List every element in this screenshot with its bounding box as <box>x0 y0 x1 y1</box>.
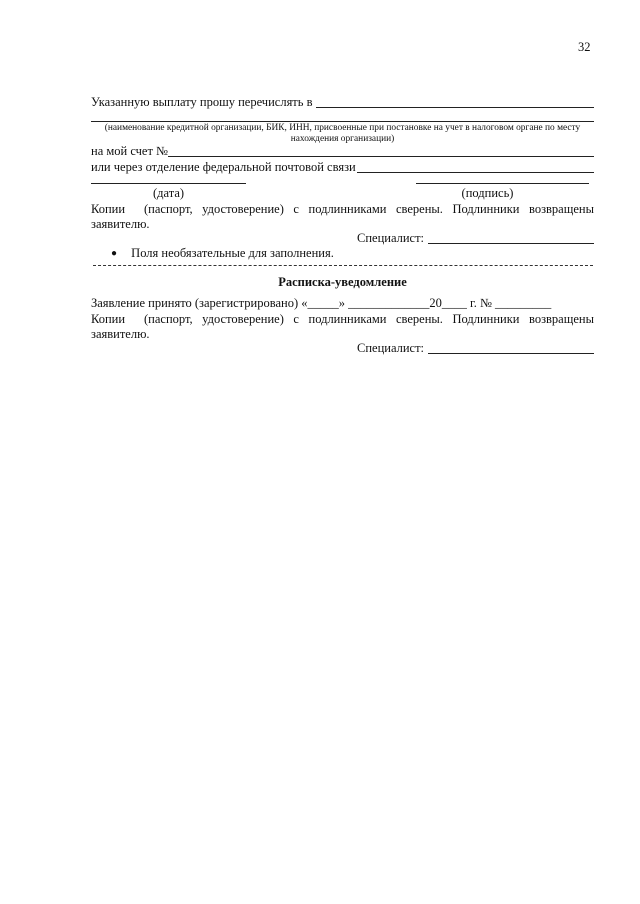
post-office-field[interactable] <box>357 172 594 173</box>
bullet-icon: ● <box>111 248 118 259</box>
copies-tail: заявителю. <box>91 217 150 231</box>
copies-statement-receipt <box>91 312 594 327</box>
copies-statement <box>91 202 594 217</box>
bank-field-note: (наименование кредитной организации, БИК, ИНН, присвоенные при постановке на учет в налоговом органе по месту нахождения организации) <box>104 123 581 144</box>
copies-word: Копии <box>91 202 126 216</box>
receipt-title: Расписка-уведомление <box>278 275 407 289</box>
copies-rest: (паспорт, удостоверение) с подлинниками сверены. Подлинники возвращены <box>144 202 594 216</box>
account-number-field[interactable] <box>168 156 594 157</box>
date-label: (дата) <box>152 186 185 200</box>
receipt-accepted: Заявление принято (зарегистрировано) «_____» _____________20____ г. № _________ <box>91 296 552 310</box>
optional-note-item <box>111 246 334 262</box>
separator-line <box>93 265 593 266</box>
page-number: 32 <box>578 40 591 54</box>
post-office-label: или через отделение федеральной почтовой связи <box>91 160 356 174</box>
copies-rest-receipt: (паспорт, удостоверение) с подлинниками сверены. Подлинники возвращены <box>144 312 594 326</box>
specialist-field-receipt[interactable] <box>428 353 594 354</box>
account-label: на мой счет № <box>91 144 168 158</box>
optional-note: Поля необязательные для заполнения. <box>131 246 334 260</box>
copies-tail-receipt: заявителю. <box>91 327 150 341</box>
bank-details-field[interactable] <box>91 121 594 122</box>
date-field[interactable] <box>91 183 246 184</box>
signature-field[interactable] <box>416 183 589 184</box>
specialist-field[interactable] <box>428 243 594 244</box>
specialist-label-receipt: Специалист: <box>357 341 425 355</box>
copies-word-receipt: Копии <box>91 312 126 326</box>
bank-name-field[interactable] <box>316 107 594 108</box>
signature-label: (подпись) <box>461 186 514 200</box>
specialist-label: Специалист: <box>357 231 425 245</box>
transfer-label: Указанную выплату прошу перечислять в <box>91 95 313 109</box>
